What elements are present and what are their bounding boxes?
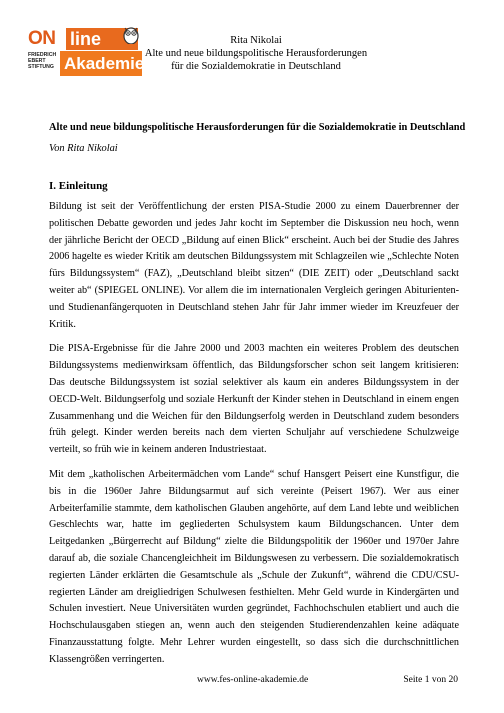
author-byline: Von Rita Nikolai	[49, 143, 118, 154]
document-title: Alte und neue bildungspolitische Herausforderungen für die Sozialdemokratie in Deutschland	[49, 122, 466, 133]
logo-akademie-text: Akademie	[60, 51, 142, 76]
header-title-line1: Alte und neue bildungspolitische Herausforderungen	[144, 48, 368, 59]
header-author: Rita Nikolai	[230, 35, 282, 46]
logo-line-text: line	[66, 28, 138, 50]
logo-fes-text: FRIEDRICH EBERT STIFTUNG	[28, 52, 57, 71]
logo-on-text: ON	[28, 28, 66, 50]
footer-url: www.fes-online-akademie.de	[197, 675, 309, 685]
header-title-line2: für die Sozialdemokratie in Deutschland	[171, 61, 341, 72]
paragraph: Die PISA-Ergebnisse für die Jahre 2000 und 2003 machten ein weiteres Problem des deutschen Bildungssystems medienwirksam öffentlich, das Bildungsforscher schon seit langem kritisieren: Das deutsche Bildungssystem ist sozial selektiver als kaum ein anderes Bildungssystem in der OECD-Welt. Bildungserfolg und soziale Herkunft der Kinder stehen in Deutschland in einem engen Zusammenhang und die Weichen für den Bildungserfolg werden in Deutschland zudem besonders früh gelegt. Kinder werden bereits nach dem vierten Schuljahr auf verschiedene Schulzweige verteilt, so früh wie in keinem anderen Industriestaat.	[49, 343, 459, 456]
paragraph: Bildung ist seit der Veröffentlichung der ersten PISA-Studie 2000 zu einem Dauerbrenner der politischen Debatte geworden und jedes Jahr kocht im September die Diskussion neu hoch, wenn der jährliche Bericht der OECD „Bildung auf einen Blick“ erscheint. Auch bei der Studie des Jahres 2006 hagelte es wieder Kritik am deutschen Bildungssystem mit Schlagzeilen wie „Schlechte Noten fürs Bildungssystem“ (FAZ), „Deutschland bleibt sitzen“ (DIE ZEIT) oder „Deutschland sackt weiter ab“ (SPIEGEL ONLINE). Vor allem die im internationalen Vergleich geringen Abiturienten- und Studienanfängerquoten in Deutschland stehen Jahr für Jahr immer wieder im Kreuzfeuer der Kritik.	[49, 201, 459, 330]
body-text	[49, 199, 459, 677]
section-heading: I. Einleitung	[49, 180, 108, 192]
page-number: Seite 1 von 20	[403, 675, 458, 685]
page-header	[126, 34, 386, 73]
paragraph: Mit dem „katholischen Arbeitermädchen vom Lande“ schuf Hansgert Peisert eine Kunstfigur, die bis in die 1960er Jahre Bildungsarmut auf sich vereinte (Peisert 1967). Wer aus einer Arbeiterfamilie stammte, dem katholischen Glauben angehörte, auf dem Land lebte und weiblichen Geschlechts war, hatte im gegliederten Schulsystem kaum Bildungschancen. Unter dem Leitgedanken „Bürgerrecht auf Bildung“ zielte die Bildungspolitik der 1960er und 1970er Jahre darauf ab, die soziale Chancengleichheit im Bildungswesen zu verbessern. Die sozialdemokratisch regierten Länder erklärten die Gesamtschule als „Schule der Zukunft“, während die CDU/CSU-regierten Länder am dreigliedrigen Schulwesen festhielten. Mehr Geld wurde in Kindergärten und Schulen investiert. Neue Universitäten wurden gegründet, Fachhochschulen etabliert und auch die Hochschulausgaben stiegen an, wenn auch den steigenden Studierendenzahlen keine adäquate Finanzausstattung folgte. Mehr Lehrer wurden eingestellt, so dass sich die durchschnittlichen Klassengrößen verringerten.	[49, 468, 459, 665]
